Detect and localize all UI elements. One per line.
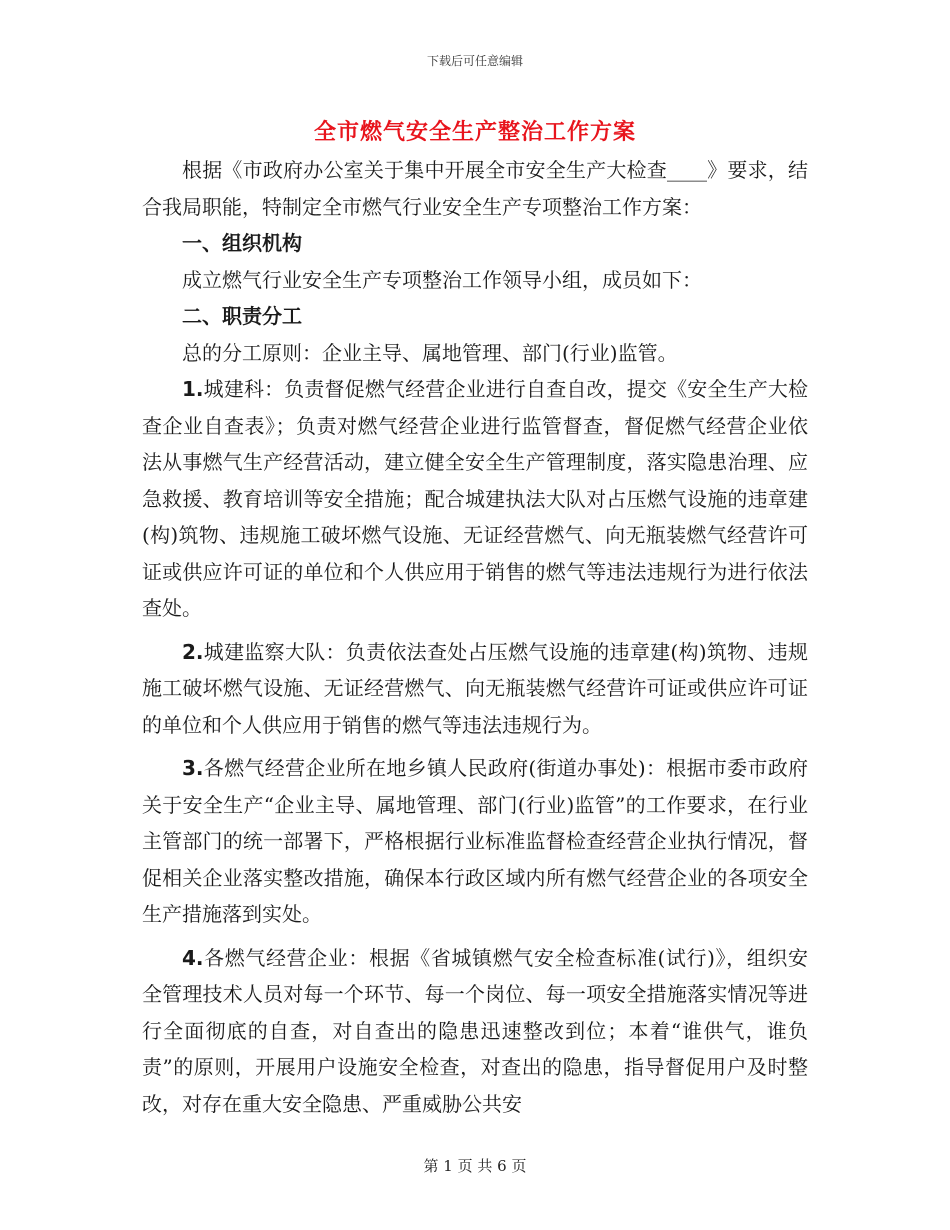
intro-paragraph: 根据《市政府办公室关于集中开展全市安全生产大检查____》要求，结合我局职能，特制定全市燃气行业安全生产专项整治工作方案： bbox=[142, 158, 808, 219]
item-number: 4. bbox=[182, 945, 204, 970]
item-text: 各燃气经营企业：根据《省城镇燃气安全检查标准(试行)》，组织安全管理技术人员对每一个环节、每一个岗位、每一项安全措施落实情况等进行全面彻底的自查，对自查出的隐患迅速整改到位；本着“谁供气，谁负责”的原则，开展用户设施安全检查，对查出的隐患，指导督促用户及时整改，对存在重大安全隐患、严重威胁公共安 bbox=[142, 945, 808, 1116]
item-text: 各燃气经营企业所在地乡镇人民政府(街道办事处)：根据市委市政府关于安全生产“企业主导、属地管理、部门(行业)监管”的工作要求，在行业主管部门的统一部署下，严格根据行业标准监督检查经营企业执行情况，督促相关企业落实整改措施，确保本行政区域内所有燃气经营企业的各项安全生产措施落到实处。 bbox=[142, 756, 808, 926]
responsibility-item-4 bbox=[142, 940, 808, 1123]
document-body bbox=[142, 152, 808, 1122]
responsibility-item-3 bbox=[142, 750, 808, 933]
item-text: 城建科：负责督促燃气经营企业进行自查自改，提交《安全生产大检查企业自查表》；负责对燃气经营企业进行监管督查，督促燃气经营企业依法从事燃气生产经营活动，建立健全安全生产管理制度，落实隐患治理、应急救援、教育培训等安全措施；配合城建执法大队对占压燃气设施的违章建(构)筑物、违规施工破坏燃气设施、无证经营燃气、向无瓶装燃气经营许可证或供应许可证的单位和个人供应用于销售的燃气等违法违规行为进行依法查处。 bbox=[142, 377, 808, 620]
page-number-footer: 第 1 页 共 6 页 bbox=[423, 1157, 527, 1175]
responsibility-item-1 bbox=[142, 371, 808, 627]
division-principle-paragraph: 总的分工原则：企业主导、属地管理、部门(行业)监管。 bbox=[182, 340, 678, 365]
item-number: 3. bbox=[182, 756, 204, 780]
section-heading-organization: 一、组织机构 bbox=[182, 231, 302, 255]
responsibility-item-2 bbox=[142, 634, 808, 744]
item-number: 1. bbox=[182, 377, 204, 401]
item-number: 2. bbox=[182, 639, 204, 664]
document-title: 全市燃气安全生产整治工作方案 bbox=[313, 119, 636, 145]
page-header-note: 下载后可任意编辑 bbox=[426, 54, 523, 68]
organization-paragraph: 成立燃气行业安全生产专项整治工作领导小组，成员如下： bbox=[182, 267, 702, 292]
section-heading-responsibilities: 二、职责分工 bbox=[182, 304, 302, 328]
item-text: 城建监察大队：负责依法查处占压燃气设施的违章建(构)筑物、违规施工破坏燃气设施、无证经营燃气、向无瓶装燃气经营许可证或供应许可证的单位和个人供应用于销售的燃气等违法违规行为。 bbox=[142, 639, 808, 737]
